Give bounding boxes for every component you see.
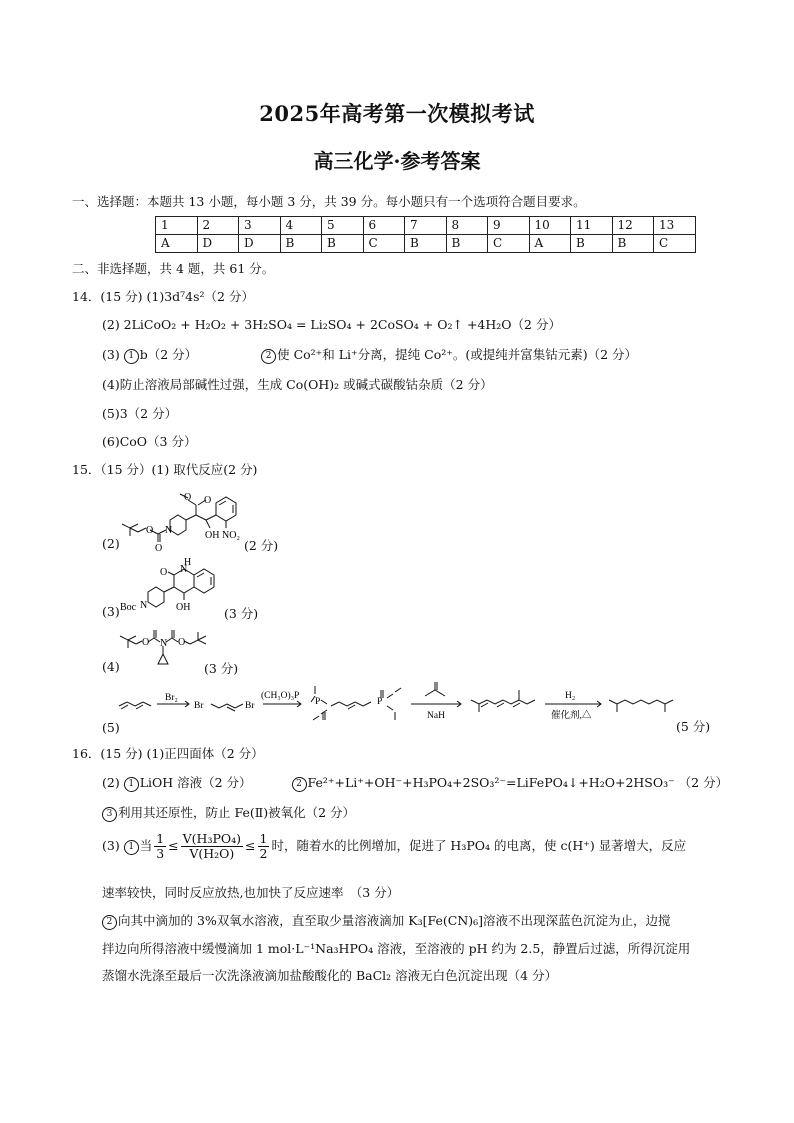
atom-label: OH <box>205 530 220 541</box>
q15-part-5-score: (5 分) <box>676 719 711 734</box>
table-cell: B <box>571 235 613 253</box>
q16-3-2-text: 向其中滴加的 3%双氧水溶液，直至取少量溶液滴加 K₃[Fe(CN)₆]溶液不出现深蓝色沉淀为止，边搅 <box>118 913 671 928</box>
table-cell: B <box>446 235 488 253</box>
atom-label: Boc <box>120 602 137 613</box>
fraction-one-half: $\frac{1}{2}$ <box>259 831 268 861</box>
table-cell: 3 <box>239 217 281 235</box>
q16-part-2-label: (2) <box>102 775 124 790</box>
q16-line-1: 16．(15 分) (1)正四面体（2 分） <box>72 746 264 761</box>
table-cell: B <box>612 235 654 253</box>
q14-part-3-label: (3) <box>102 347 124 362</box>
reagent-label: H₂ <box>565 691 576 701</box>
atom-label: NO₂ <box>222 530 240 541</box>
synthesis-route <box>115 676 715 739</box>
fraction-one-third: $\frac{1}{3}$ <box>156 831 165 861</box>
q15-part-3-score: (3 分) <box>224 606 259 621</box>
circled-1: 1 <box>124 349 139 364</box>
atom-label: O <box>184 492 192 503</box>
q16-line-4 <box>102 832 686 861</box>
table-cell: B <box>280 235 322 253</box>
q16-line-3 <box>102 803 355 822</box>
table-cell: 13 <box>654 217 696 235</box>
table-cell: 5 <box>322 217 364 235</box>
q16-line-8: 蒸馏水洗涤至最后一次洗涤液滴加盐酸酸化的 BaCl₂ 溶液无白色沉淀出现（4 分） <box>102 968 558 983</box>
table-cell: D <box>239 235 281 253</box>
q16-part-3-label: (3) <box>102 838 124 853</box>
table-cell: C <box>654 235 696 253</box>
reagent-label: NaH <box>427 711 445 721</box>
reagent-label: (CH₃O)₃P <box>261 691 300 701</box>
table-row-numbers <box>156 217 696 235</box>
table-cell: 9 <box>488 217 530 235</box>
reagent-label: Br₂ <box>165 693 178 703</box>
atom-label: Br <box>194 701 204 711</box>
atom-label: N <box>160 638 168 649</box>
table-row-answers <box>156 235 696 253</box>
q14-line-3 <box>102 345 637 364</box>
q16-3-1-text: 时，随着水的比例增加，促进了 H₃PO₄ 的电离，使 c(H⁺) 显著增大，反应 <box>271 838 687 853</box>
q14-line-5: (5)3（2 分） <box>102 406 178 421</box>
section-1-heading: 一、选择题：本题共 13 小题，每小题 3 分，共 39 分。每小题只有一个选项符合题目要求。 <box>72 194 586 209</box>
circled-2: 2 <box>261 349 276 364</box>
structure-2 <box>118 478 248 561</box>
atom-label: P <box>377 697 383 707</box>
q15-part-2-score: (2 分) <box>244 538 279 553</box>
atom-label: Br <box>245 701 255 711</box>
circled-1: 1 <box>124 840 139 855</box>
q16-line-5: 速率较快，同时反应放热,也加快了反应速率 （3 分） <box>102 885 400 900</box>
atom-label: N <box>180 564 188 575</box>
q15-line-1: 15．（15 分）(1) 取代反应(2 分) <box>72 462 258 477</box>
atom-label: O <box>146 525 154 536</box>
table-cell: 10 <box>529 217 571 235</box>
structure-3 <box>118 552 238 623</box>
q15-part-3-label: (3) <box>102 604 120 619</box>
table-cell: D <box>197 235 239 253</box>
atom-label: O <box>178 637 186 648</box>
table-cell: 8 <box>446 217 488 235</box>
table-cell: B <box>322 235 364 253</box>
table-cell: 7 <box>405 217 447 235</box>
atom-label: P <box>315 697 321 707</box>
q16-2-3-text: 利用其还原性，防止 Fe(Ⅱ)被氧化（2 分） <box>118 805 356 820</box>
q16-2-2-text: Fe²⁺+Li⁺+OH⁻+H₃PO₄+2SO₃²⁻=LiFePO₄↓+H₂O+2HSO₃⁻ （2 分） <box>307 775 729 790</box>
atom-label: H <box>184 557 192 568</box>
le-sign: ≤ <box>168 838 179 853</box>
q16-2-1-text: LiOH 溶液（2 分） <box>139 775 252 790</box>
q14-3-2-text: 使 Co²⁺和 Li⁺分离，提纯 Co²⁺。(或提纯并富集钴元素)（2 分） <box>277 347 638 362</box>
q16-3-1-when: 当 <box>139 838 153 853</box>
table-cell: 6 <box>363 217 405 235</box>
page-title: 2025年高考第一次模拟考试 <box>259 101 535 126</box>
circled-2: 2 <box>102 915 117 930</box>
q15-part-4-label: (4) <box>102 659 120 674</box>
atom-label: OH <box>176 602 191 613</box>
fraction-volume-ratio: $\frac{\text{V(H₃PO₄)}}{\text{V(H₂O)}}$ <box>182 831 242 861</box>
table-cell: 2 <box>197 217 239 235</box>
atom-label: O <box>204 495 212 506</box>
table-cell: A <box>529 235 571 253</box>
table-cell: 11 <box>571 217 613 235</box>
table-cell: 12 <box>612 217 654 235</box>
q16-line-2 <box>102 773 728 792</box>
q14-line-1: 14．(15 分) (1)3d⁷4s²（2 分） <box>72 289 254 304</box>
section-2-heading: 二、非选择题，共 4 题，共 61 分。 <box>72 261 275 276</box>
answer-table <box>155 216 696 253</box>
circled-2: 2 <box>292 777 307 792</box>
atom-label: O <box>155 543 163 554</box>
reagent-label: 催化剂,△ <box>551 711 592 721</box>
q16-line-6 <box>102 911 671 930</box>
q15-part-4-score: (3 分) <box>204 661 239 676</box>
q15-part-2-label: (2) <box>102 536 120 551</box>
q14-line-4: (4)防止溶液局部碱性过强，生成 Co(OH)₂ 或碱式碳酸钴杂质（2 分） <box>102 377 493 392</box>
table-cell: 4 <box>280 217 322 235</box>
q14-line-6: (6)CoO（3 分） <box>102 434 197 449</box>
atom-label: N <box>140 600 148 611</box>
circled-1: 1 <box>124 777 139 792</box>
circled-3: 3 <box>102 807 117 822</box>
table-cell: C <box>488 235 530 253</box>
table-cell: C <box>363 235 405 253</box>
atom-label: O <box>160 567 168 578</box>
table-cell: B <box>405 235 447 253</box>
atom-label: N <box>165 525 173 536</box>
atom-label: O <box>142 637 150 648</box>
page-subtitle: 高三化学·参考答案 <box>313 149 481 173</box>
le-sign: ≤ <box>245 838 256 853</box>
q14-3-1-text: b（2 分） <box>139 347 198 362</box>
structure-4 <box>118 626 208 675</box>
table-cell: 1 <box>156 217 198 235</box>
q14-line-2: (2) 2LiCoO₂ + H₂O₂ + 3H₂SO₄ = Li₂SO₄ + 2CoSO₄ + O₂↑ +4H₂O（2 分） <box>102 317 561 332</box>
q16-line-7: 拌边向所得溶液中缓慢滴加 1 mol·L⁻¹Na₃HPO₄ 溶液，至溶液的 pH 约为 2.5，静置后过滤，所得沉淀用 <box>102 941 691 956</box>
table-cell: A <box>156 235 198 253</box>
q15-part-5-label: (5) <box>102 720 120 735</box>
